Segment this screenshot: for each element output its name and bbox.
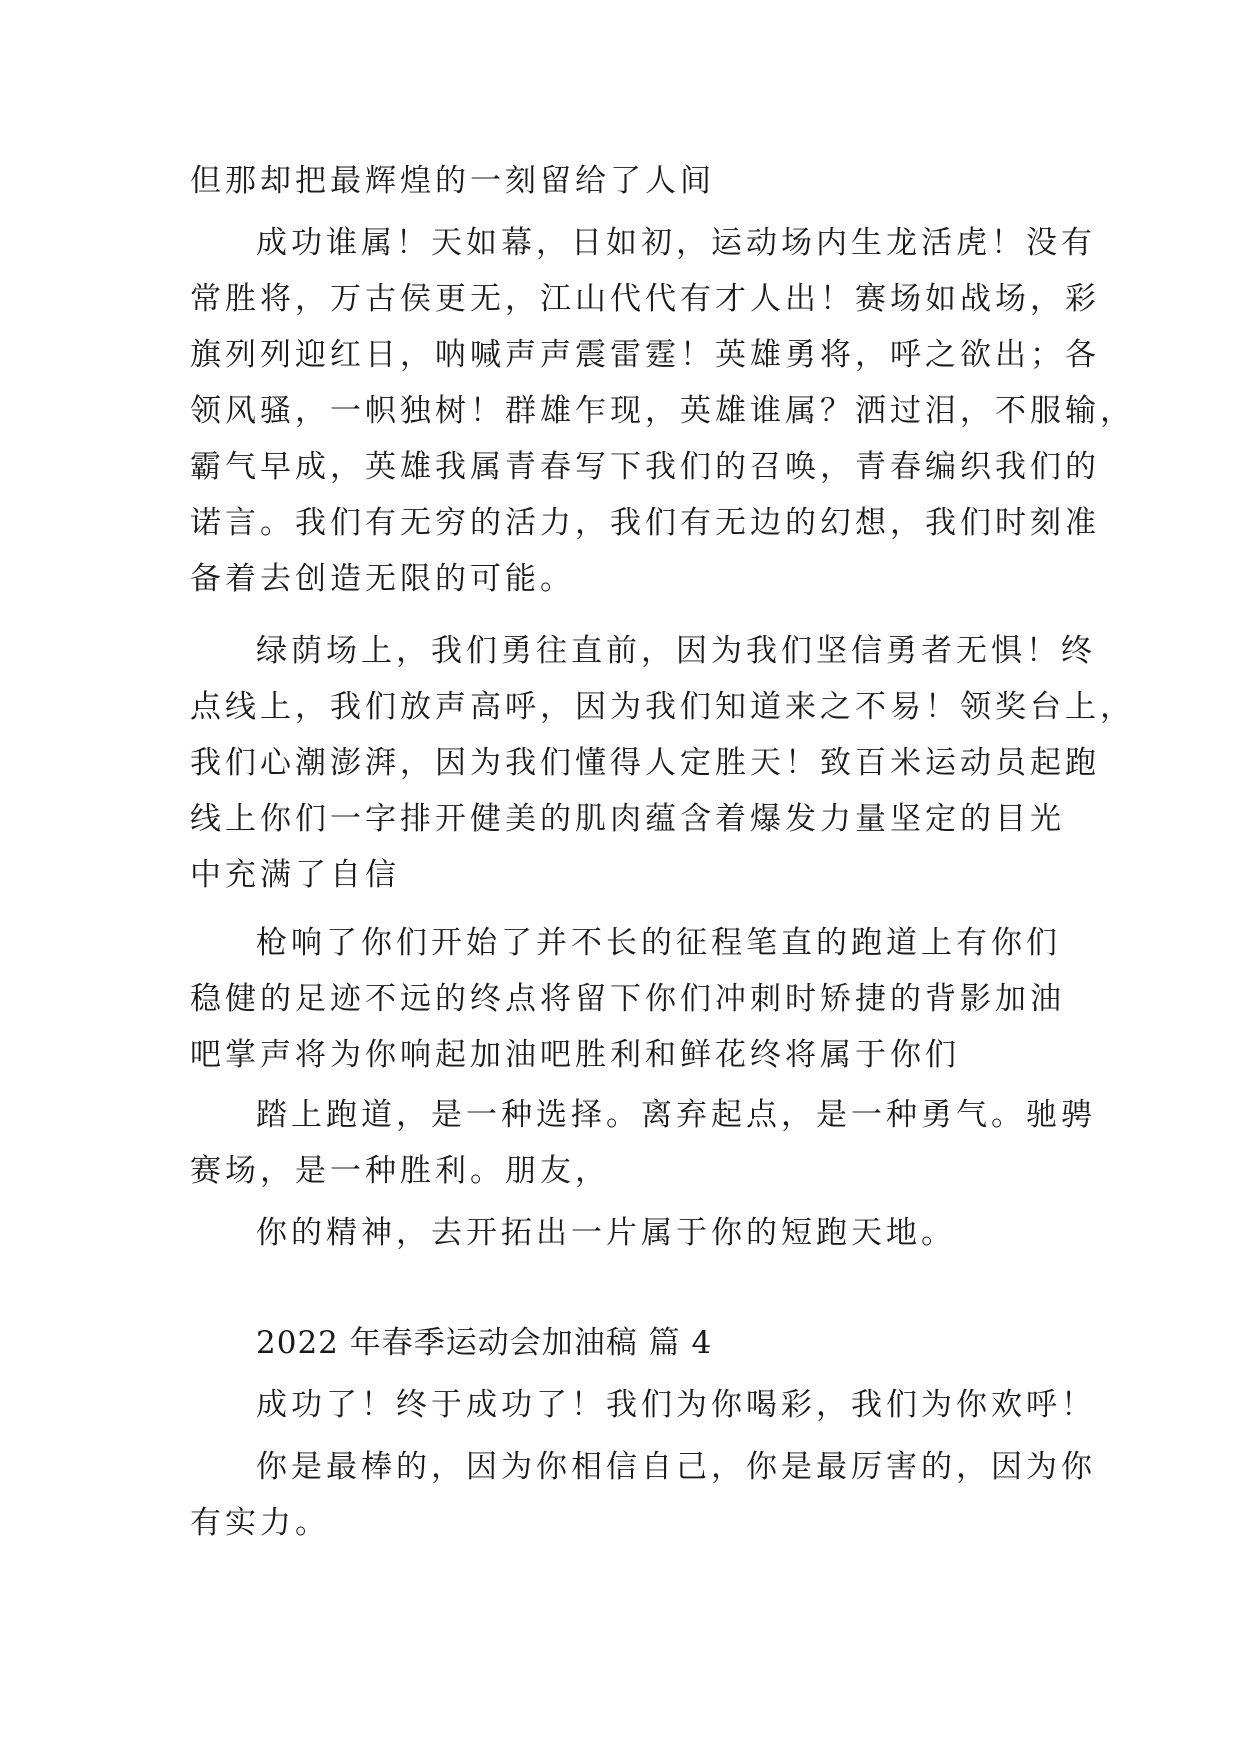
section-heading: 2022 年春季运动会加油稿 篇 4: [256, 1325, 713, 1361]
text-line: 旗列列迎红日，呐喊声声震雷霆！英雄勇将，呼之欲出；各: [190, 337, 1100, 373]
text-line: 霸气早成，英雄我属青春写下我们的召唤，青春编织我们的: [190, 449, 1100, 485]
text-line: 赛场，是一种胜利。朋友，: [190, 1153, 610, 1189]
text-line: 领风骚，一帜独树！群雄乍现，英雄谁属？洒过泪，不服输，: [190, 393, 1135, 429]
text-line: 中充满了自信: [190, 857, 400, 893]
paragraph-first-line: 成功了！终于成功了！我们为你喝彩，我们为你欢呼！: [256, 1387, 1096, 1423]
text-line: 但那却把最辉煌的一刻留给了人间: [190, 163, 715, 199]
paragraph-first-line: 你是最棒的，因为你相信自己，你是最厉害的，因为你: [256, 1449, 1096, 1485]
text-line: 常胜将，万古侯更无，江山代代有才人出！赛场如战场，彩: [190, 281, 1100, 317]
text-line: 有实力。: [190, 1505, 330, 1541]
paragraph-first-line: 你的精神，去开拓出一片属于你的短跑天地。: [256, 1215, 956, 1251]
text-line: 备着去创造无限的可能。: [190, 561, 575, 597]
text-line: 诺言。我们有无穷的活力，我们有无边的幻想，我们时刻准: [190, 505, 1100, 541]
text-line: 点线上，我们放声高呼，因为我们知道来之不易！领奖台上，: [190, 689, 1135, 725]
text-line: 吧掌声将为你响起加油吧胜利和鲜花终将属于你们: [190, 1037, 960, 1073]
text-line: 稳健的足迹不远的终点将留下你们冲刺时矫捷的背影加油: [190, 981, 1065, 1017]
text-line: 线上你们一字排开健美的肌肉蕴含着爆发力量坚定的目光: [190, 801, 1065, 837]
paragraph-first-line: 枪响了你们开始了并不长的征程笔直的跑道上有你们: [256, 925, 1061, 961]
text-line: 我们心潮澎湃，因为我们懂得人定胜天！致百米运动员起跑: [190, 745, 1100, 781]
paragraph-first-line: 成功谁属！天如幕，日如初，运动场内生龙活虎！没有: [256, 225, 1096, 261]
paragraph-first-line: 绿荫场上，我们勇往直前，因为我们坚信勇者无惧！终: [256, 633, 1096, 669]
paragraph-first-line: 踏上跑道，是一种选择。离弃起点，是一种勇气。驰骋: [256, 1097, 1096, 1133]
